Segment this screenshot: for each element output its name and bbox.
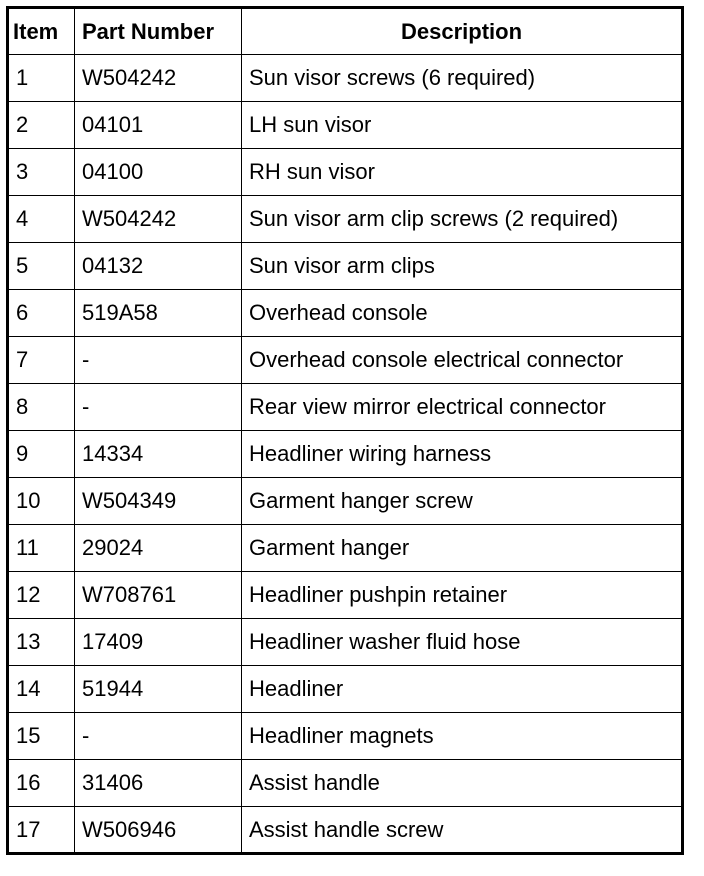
item-cell: 12 (8, 572, 75, 619)
item-cell: 4 (8, 196, 75, 243)
column-header-description: Description (242, 8, 683, 55)
part-number-cell: 04101 (75, 102, 242, 149)
table-row (8, 760, 683, 807)
description-cell: Rear view mirror electrical connector (242, 384, 683, 431)
item-cell: 9 (8, 431, 75, 478)
description-cell: Assist handle (242, 760, 683, 807)
description-cell: Sun visor screws (6 required) (242, 55, 683, 102)
table-row (8, 525, 683, 572)
table-row (8, 337, 683, 384)
description-cell: Garment hanger screw (242, 478, 683, 525)
description-cell: Headliner (242, 666, 683, 713)
part-number-cell: 519A58 (75, 290, 242, 337)
item-cell: 14 (8, 666, 75, 713)
part-number-cell: 04100 (75, 149, 242, 196)
description-cell: Sun visor arm clip screws (2 required) (242, 196, 683, 243)
table-body (8, 55, 683, 854)
part-number-cell: W506946 (75, 807, 242, 854)
parts-table (6, 6, 684, 855)
description-cell: Headliner magnets (242, 713, 683, 760)
table-row (8, 384, 683, 431)
item-cell: 1 (8, 55, 75, 102)
part-number-cell: W504242 (75, 55, 242, 102)
table-row (8, 478, 683, 525)
header-row (8, 8, 683, 55)
item-cell: 3 (8, 149, 75, 196)
part-number-cell: W708761 (75, 572, 242, 619)
part-number-cell: 17409 (75, 619, 242, 666)
description-cell: Garment hanger (242, 525, 683, 572)
table-row (8, 243, 683, 290)
description-cell: LH sun visor (242, 102, 683, 149)
table-row (8, 572, 683, 619)
table-header (8, 8, 683, 55)
item-cell: 16 (8, 760, 75, 807)
description-cell: Headliner wiring harness (242, 431, 683, 478)
item-cell: 7 (8, 337, 75, 384)
table-row (8, 55, 683, 102)
item-cell: 10 (8, 478, 75, 525)
description-cell: Sun visor arm clips (242, 243, 683, 290)
column-header-part-number: Part Number (75, 8, 242, 55)
item-cell: 15 (8, 713, 75, 760)
description-cell: Assist handle screw (242, 807, 683, 854)
part-number-cell: 04132 (75, 243, 242, 290)
item-cell: 6 (8, 290, 75, 337)
part-number-cell: - (75, 384, 242, 431)
part-number-cell: - (75, 713, 242, 760)
part-number-cell: 51944 (75, 666, 242, 713)
description-cell: RH sun visor (242, 149, 683, 196)
part-number-cell: - (75, 337, 242, 384)
item-cell: 17 (8, 807, 75, 854)
table-row (8, 102, 683, 149)
item-cell: 11 (8, 525, 75, 572)
table-row (8, 666, 683, 713)
part-number-cell: W504242 (75, 196, 242, 243)
table-row (8, 713, 683, 760)
part-number-cell: 29024 (75, 525, 242, 572)
part-number-cell: 31406 (75, 760, 242, 807)
table-row (8, 196, 683, 243)
description-cell: Headliner pushpin retainer (242, 572, 683, 619)
description-cell: Overhead console (242, 290, 683, 337)
table-row (8, 619, 683, 666)
item-cell: 13 (8, 619, 75, 666)
table-row (8, 431, 683, 478)
column-header-item: Item (8, 8, 75, 55)
description-cell: Headliner washer fluid hose (242, 619, 683, 666)
table-row (8, 807, 683, 854)
item-cell: 5 (8, 243, 75, 290)
item-cell: 2 (8, 102, 75, 149)
item-cell: 8 (8, 384, 75, 431)
table-row (8, 149, 683, 196)
table-row (8, 290, 683, 337)
part-number-cell: W504349 (75, 478, 242, 525)
part-number-cell: 14334 (75, 431, 242, 478)
description-cell: Overhead console electrical connector (242, 337, 683, 384)
